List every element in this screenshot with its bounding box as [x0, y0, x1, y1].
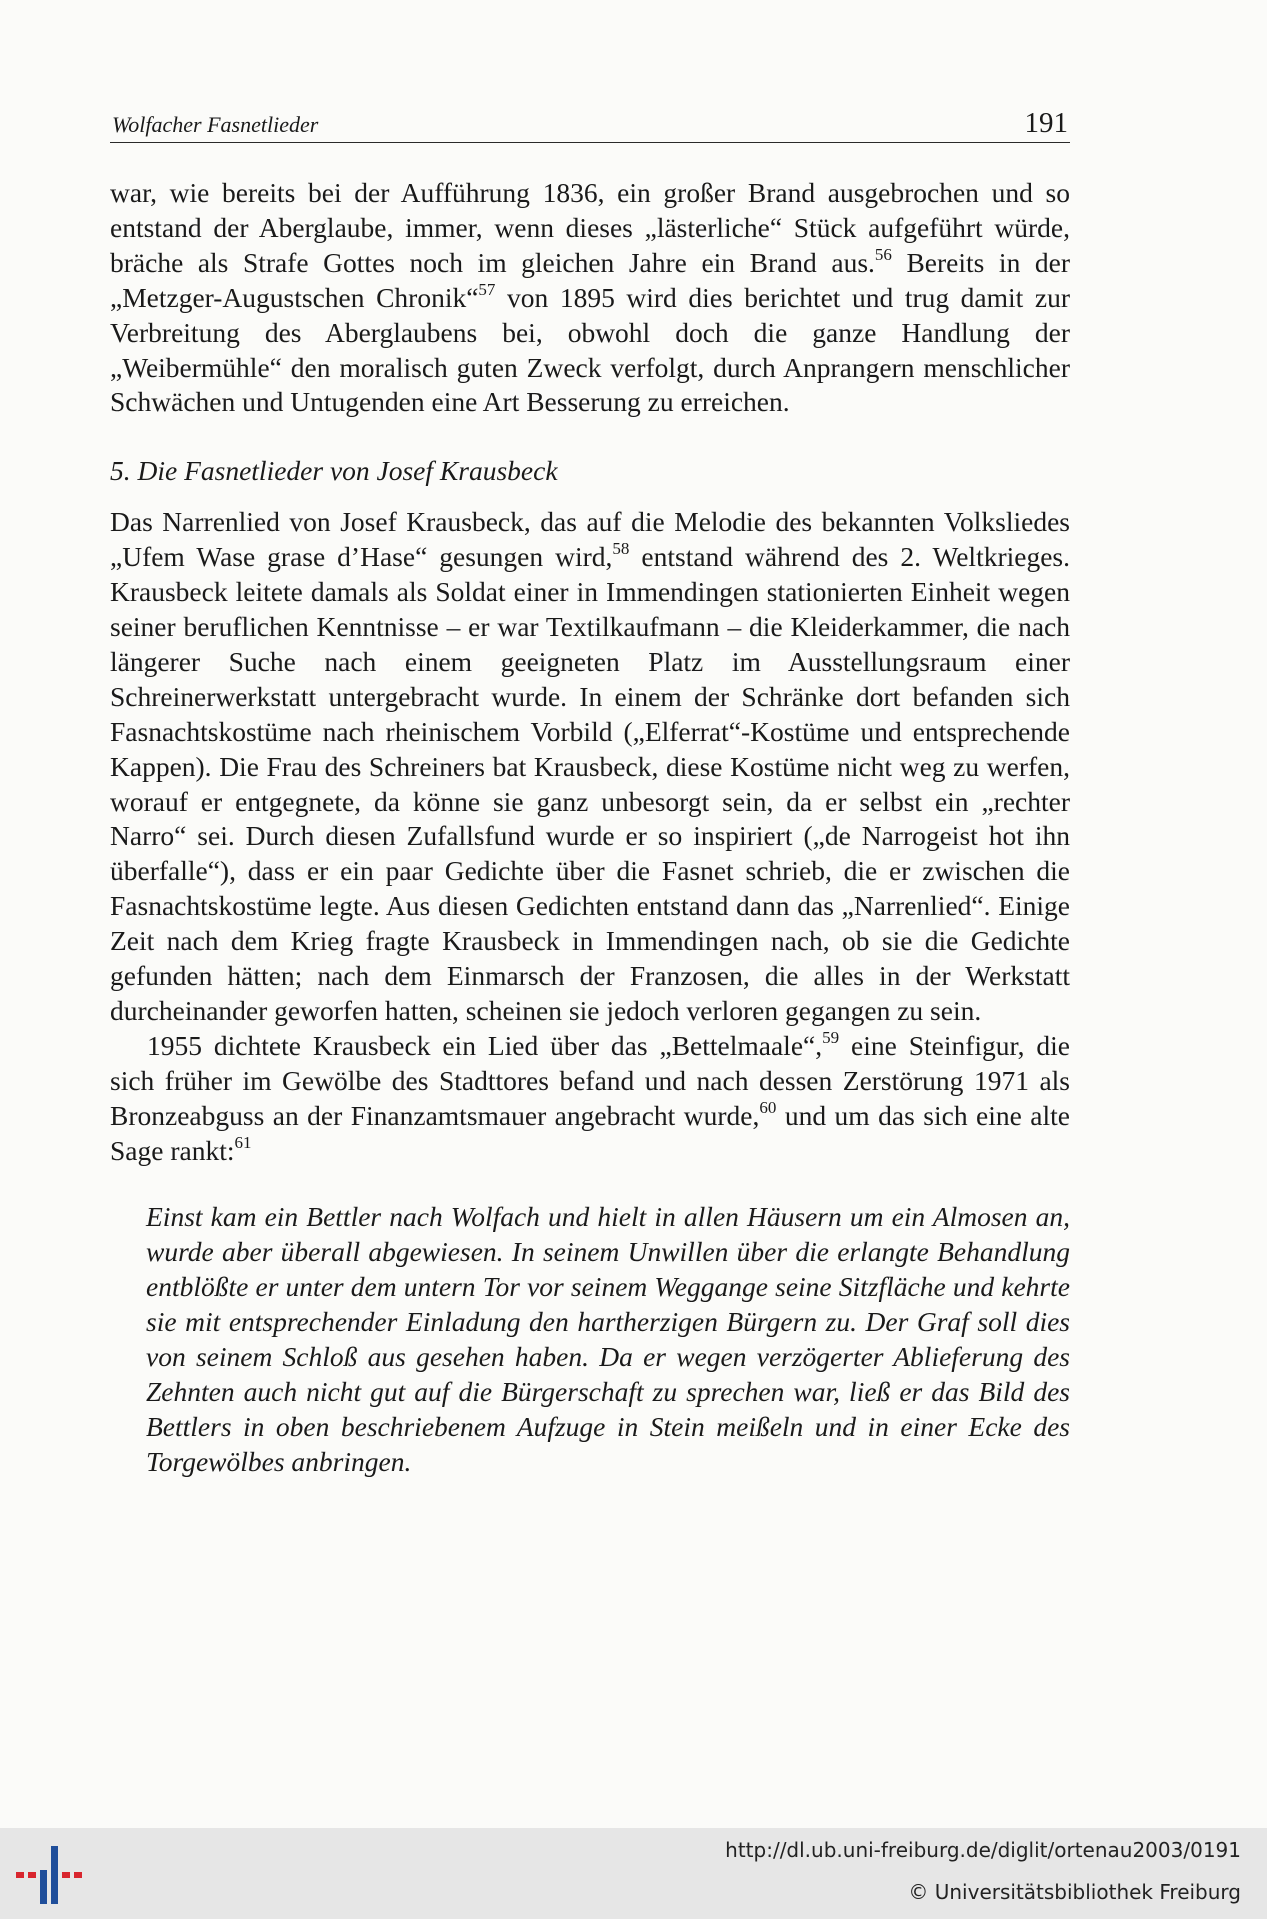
text-run: und um das sich eine alte Sage rankt: — [110, 1099, 1070, 1166]
footnote-ref[interactable]: 57 — [478, 279, 496, 299]
text-run: eine Steinfigur, die sich früher im Gewölbe des Stadttores befand und nach dessen Zerstörung 1971 als Bronzeabguss an der Finanzamtsmauer angebracht wurde, — [110, 1029, 1070, 1131]
footnote-ref[interactable]: 58 — [612, 539, 630, 559]
block-quote: Einst kam ein Bettler nach Wolfach und hielt in allen Häusern um ein Almosen an, wurde aber überall abgewiesen. In seinem Unwillen über die erlangte Behandlung entblößte er unter dem untern Tor vor seinem Weggange seine Sitzfläche und kehrte sie mit entsprechender Einladung den hartherzigen Bürgern zu. Der Graf soll dies von seinem Schloß aus gesehen haben. Da er wegen verzögerter Ablieferung des Zehnten auch nicht gut auf die Bürgerschaft zu sprechen war, ließ er das Bild des Bettlers in oben beschriebenem Aufzuge in Stein meißeln und in einer Ecke des Torgewölbes anbringen. — [146, 1201, 1070, 1477]
text-run: war, wie bereits bei der Aufführung 1836, ein großer Brand ausgebrochen und so entstand der Aberglaube, immer, wenn dieses „lästerliche“ Stück aufgeführt würde, bräche als Strafe Gottes noch im gleichen Jahre ein Brand aus. — [110, 177, 1070, 278]
text-run: 1955 dichtete Krausbeck ein Lied über das „Bettelmaale“, — [147, 1029, 823, 1061]
text-run: von 1895 wird dies berichtet und trug damit zur Verbreitung des Aberglaubens bei, obwohl doch die ganze Handlung der „Weibermühle“ den moralisch guten Zweck verfolgt, durch Anprangern menschlicher Schwächen und Untugenden eine Art Besserung zu erreichen. — [110, 281, 1070, 418]
footnote-ref[interactable]: 56 — [874, 244, 892, 264]
running-head — [110, 104, 1070, 143]
body-text — [110, 176, 1070, 1480]
footnote-ref[interactable]: 59 — [822, 1027, 840, 1047]
footnote-ref[interactable]: 60 — [759, 1097, 777, 1117]
footnote-ref[interactable]: 61 — [234, 1132, 252, 1152]
section-heading: 5. Die Fasnetlieder von Josef Krausbeck — [110, 455, 558, 487]
copyright-notice: © Universitätsbibliothek Freiburg — [908, 1880, 1241, 1904]
page-number: 191 — [1024, 107, 1068, 139]
source-url-link[interactable]: http://dl.ub.uni-freiburg.de/diglit/ortenau2003/0191 — [725, 1838, 1241, 1862]
paragraph-2 — [110, 505, 1070, 1029]
text-run: Das Narrenlied von Josef Krausbeck, das auf die Melodie des bekannten Volksliedes „Ufem Wase grase d’Hase“ gesungen wird, — [110, 506, 1070, 573]
viewer-footer — [0, 1828, 1267, 1919]
ub-freiburg-logo-icon[interactable] — [16, 1842, 82, 1908]
text-run: Bereits in der „Metzger-Augustschen Chronik“ — [110, 246, 1070, 313]
running-title: Wolfacher Fasnetlieder — [112, 112, 319, 137]
text-run: entstand während des 2. Weltkrieges. Krausbeck leitete damals als Soldat einer in Immendingen stationierten Einheit wegen seiner beruflichen Kenntnisse – er war Textilkaufmann – die Kleiderkammer, die nach längerer Suche nach einem geeigneten Platz im Ausstellungsraum einer Schreinerwerkstatt untergebracht wurde. In einem der Schränke dort befanden sich Fasnachtskostüme nach rheinischem Vorbild („Elferrat“-Kostüme und entsprechende Kappen). Die Frau des Schreiners bat Krausbeck, diese Kostüme nicht weg zu werfen, worauf er entgegnete, da könne sie ganz unbesorgt sein, da er selbst ein „rechter Narro“ sei. Durch diesen Zufallsfund wurde er so inspiriert („de Narrogeist hot ihn überfalle“), dass er ein paar Gedichte über die Fasnet schrieb, die er zwischen die Fasnachtskostüme legte. Aus diesen Gedichten entstand dann das „Narrenlied“. Einige Zeit nach dem Krieg fragte Krausbeck in Immendingen nach, ob sie die Gedichte gefunden hätten; nach dem Einmarsch der Franzosen, die alles in der Werkstatt durcheinander geworfen hatten, scheinen sie jedoch verloren gegangen zu sein. — [110, 541, 1070, 1026]
paragraph-1 — [110, 176, 1070, 420]
paragraph-3 — [110, 1029, 1070, 1169]
